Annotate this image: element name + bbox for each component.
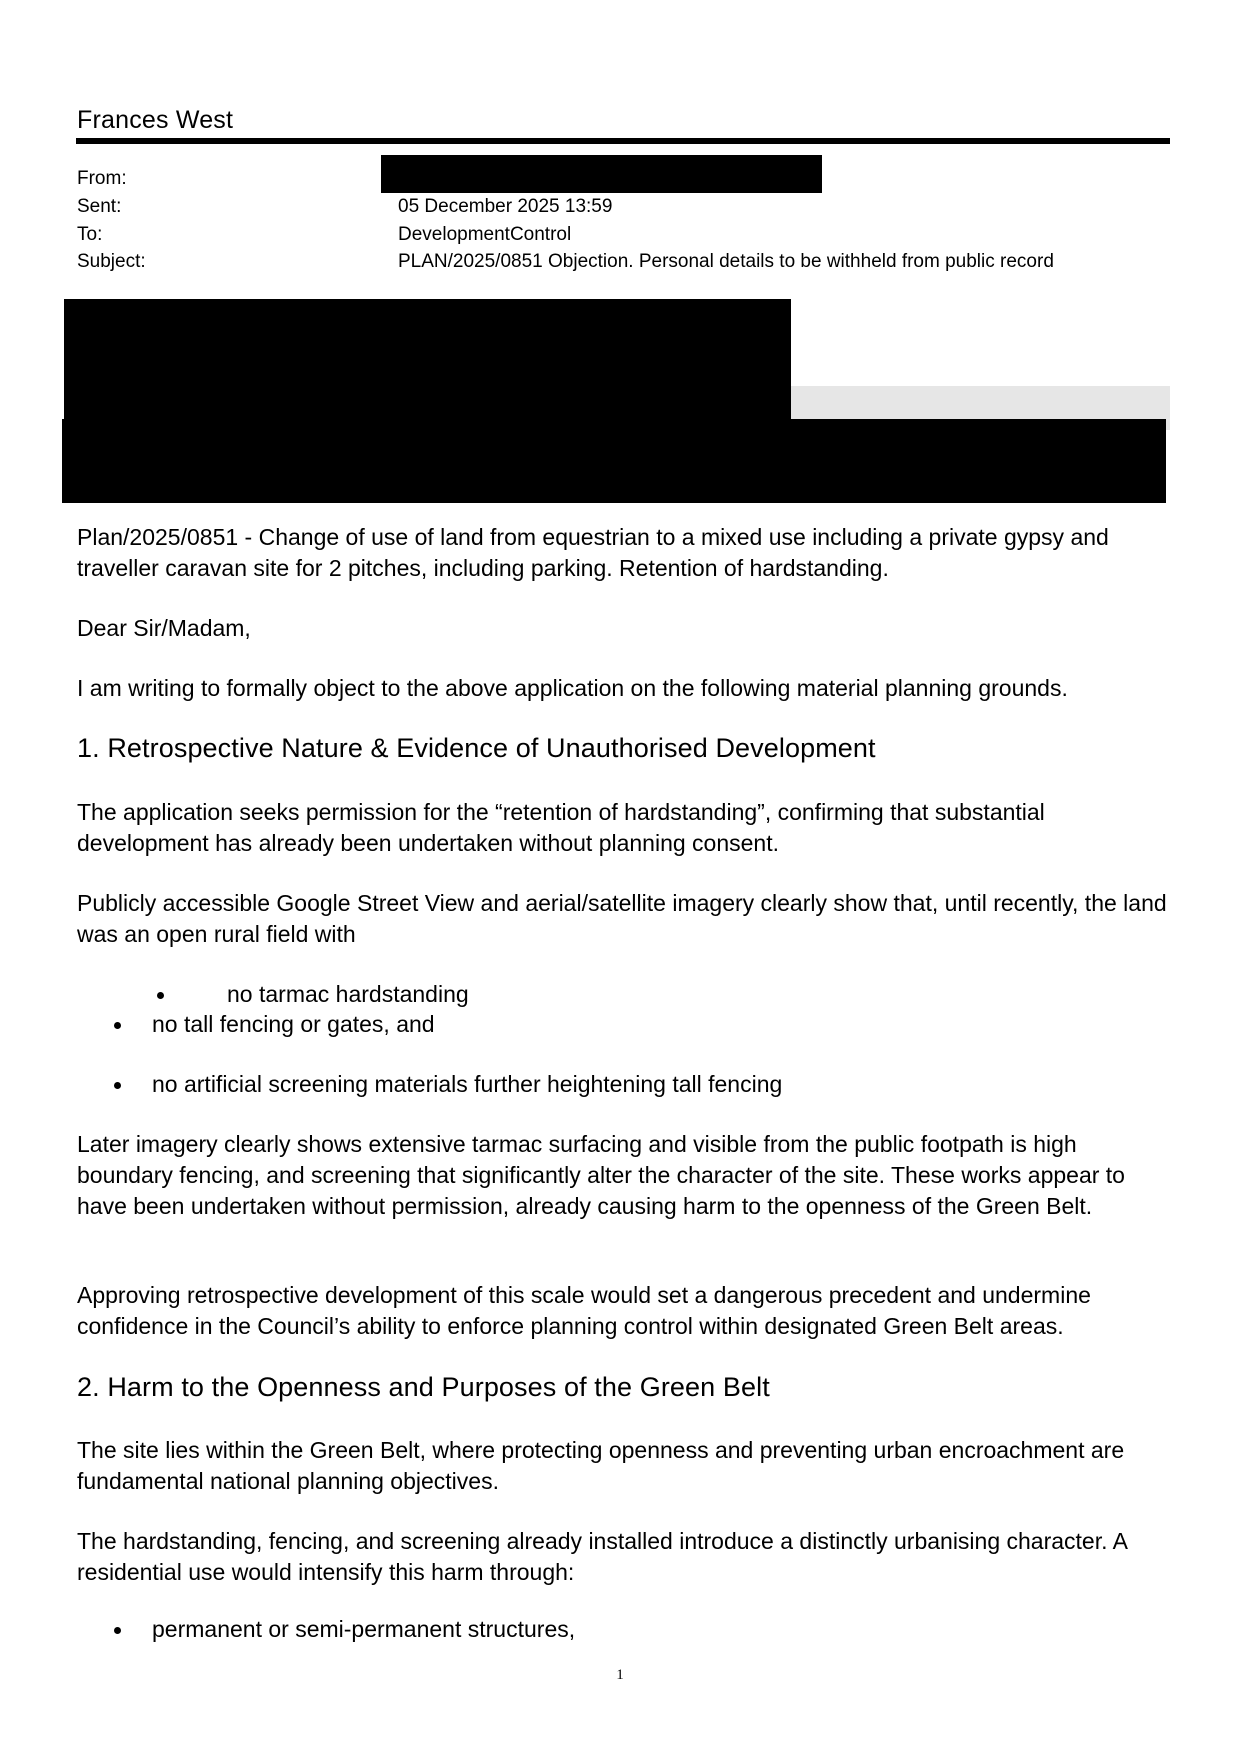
bullet-item: permanent or semi-permanent structures, (152, 1616, 576, 1642)
subject-label: Subject: (77, 251, 146, 272)
application-reference: Plan/2025/0851 - Change of use of land from equestrian to a mixed use including a private gypsy and traveller caravan site for 2 pitches, including parking. Retention of hardstanding. (77, 524, 1109, 581)
section-1-paragraph-3: Later imagery clearly shows extensive tarmac surfacing and visible from the public footpath is high boundary fencing, and screening that significantly alter the character of the site. These works appear to have been undertaken without permission, already causing harm to the openness of the Green Belt. (77, 1131, 1125, 1219)
section-2-heading: 2. Harm to the Openness and Purposes of the Green Belt (77, 1372, 770, 1402)
section-1-paragraph-2: Publicly accessible Google Street View and aerial/satellite imagery clearly show that, until recently, the land was an open rural field with (77, 890, 1167, 947)
header-divider (76, 138, 1170, 144)
subject-value: PLAN/2025/0851 Objection. Personal details to be withheld from public record (398, 251, 1054, 272)
bullet-item: no tall fencing or gates, and (152, 1011, 435, 1037)
section-1-paragraph-4: Approving retrospective development of this scale would set a dangerous precedent and undermine confidence in the Council’s ability to enforce planning control within designated Green Belt areas. (77, 1282, 1091, 1339)
bullet-marker (157, 992, 164, 999)
page-number: 1 (616, 1667, 624, 1683)
section-2-paragraph-2: The hardstanding, fencing, and screening already installed introduce a distinctly urbanising character. A residential use would intensify this harm through: (77, 1528, 1127, 1585)
bullet-marker (114, 1082, 121, 1089)
body-redaction-upper (64, 299, 791, 421)
intro-paragraph: I am writing to formally object to the above application on the following material planning grounds. (77, 675, 1068, 701)
from-label: From: (77, 168, 127, 189)
body-redaction-lower (62, 419, 1166, 503)
section-1-paragraph-1: The application seeks permission for the “retention of hardstanding”, confirming that substantial development has already been undertaken without planning consent. (77, 799, 1045, 856)
to-label: To: (77, 224, 103, 245)
bullet-item: no tarmac hardstanding (227, 981, 469, 1007)
section-1-heading: 1. Retrospective Nature & Evidence of Unauthorised Development (77, 733, 876, 763)
section-2-paragraph-1: The site lies within the Green Belt, where protecting openness and preventing urban encroachment are fundamental national planning objectives. (77, 1437, 1125, 1494)
salutation: Dear Sir/Madam, (77, 615, 251, 641)
bullet-item: no artificial screening materials further heightening tall fencing (152, 1071, 783, 1097)
sent-value: 05 December 2025 13:59 (398, 196, 613, 217)
sender-name: Frances West (77, 106, 234, 134)
from-redaction (381, 155, 822, 193)
to-value: DevelopmentControl (398, 224, 572, 245)
sent-label: Sent: (77, 196, 122, 217)
bullet-marker (114, 1627, 121, 1634)
bullet-marker (114, 1022, 121, 1029)
